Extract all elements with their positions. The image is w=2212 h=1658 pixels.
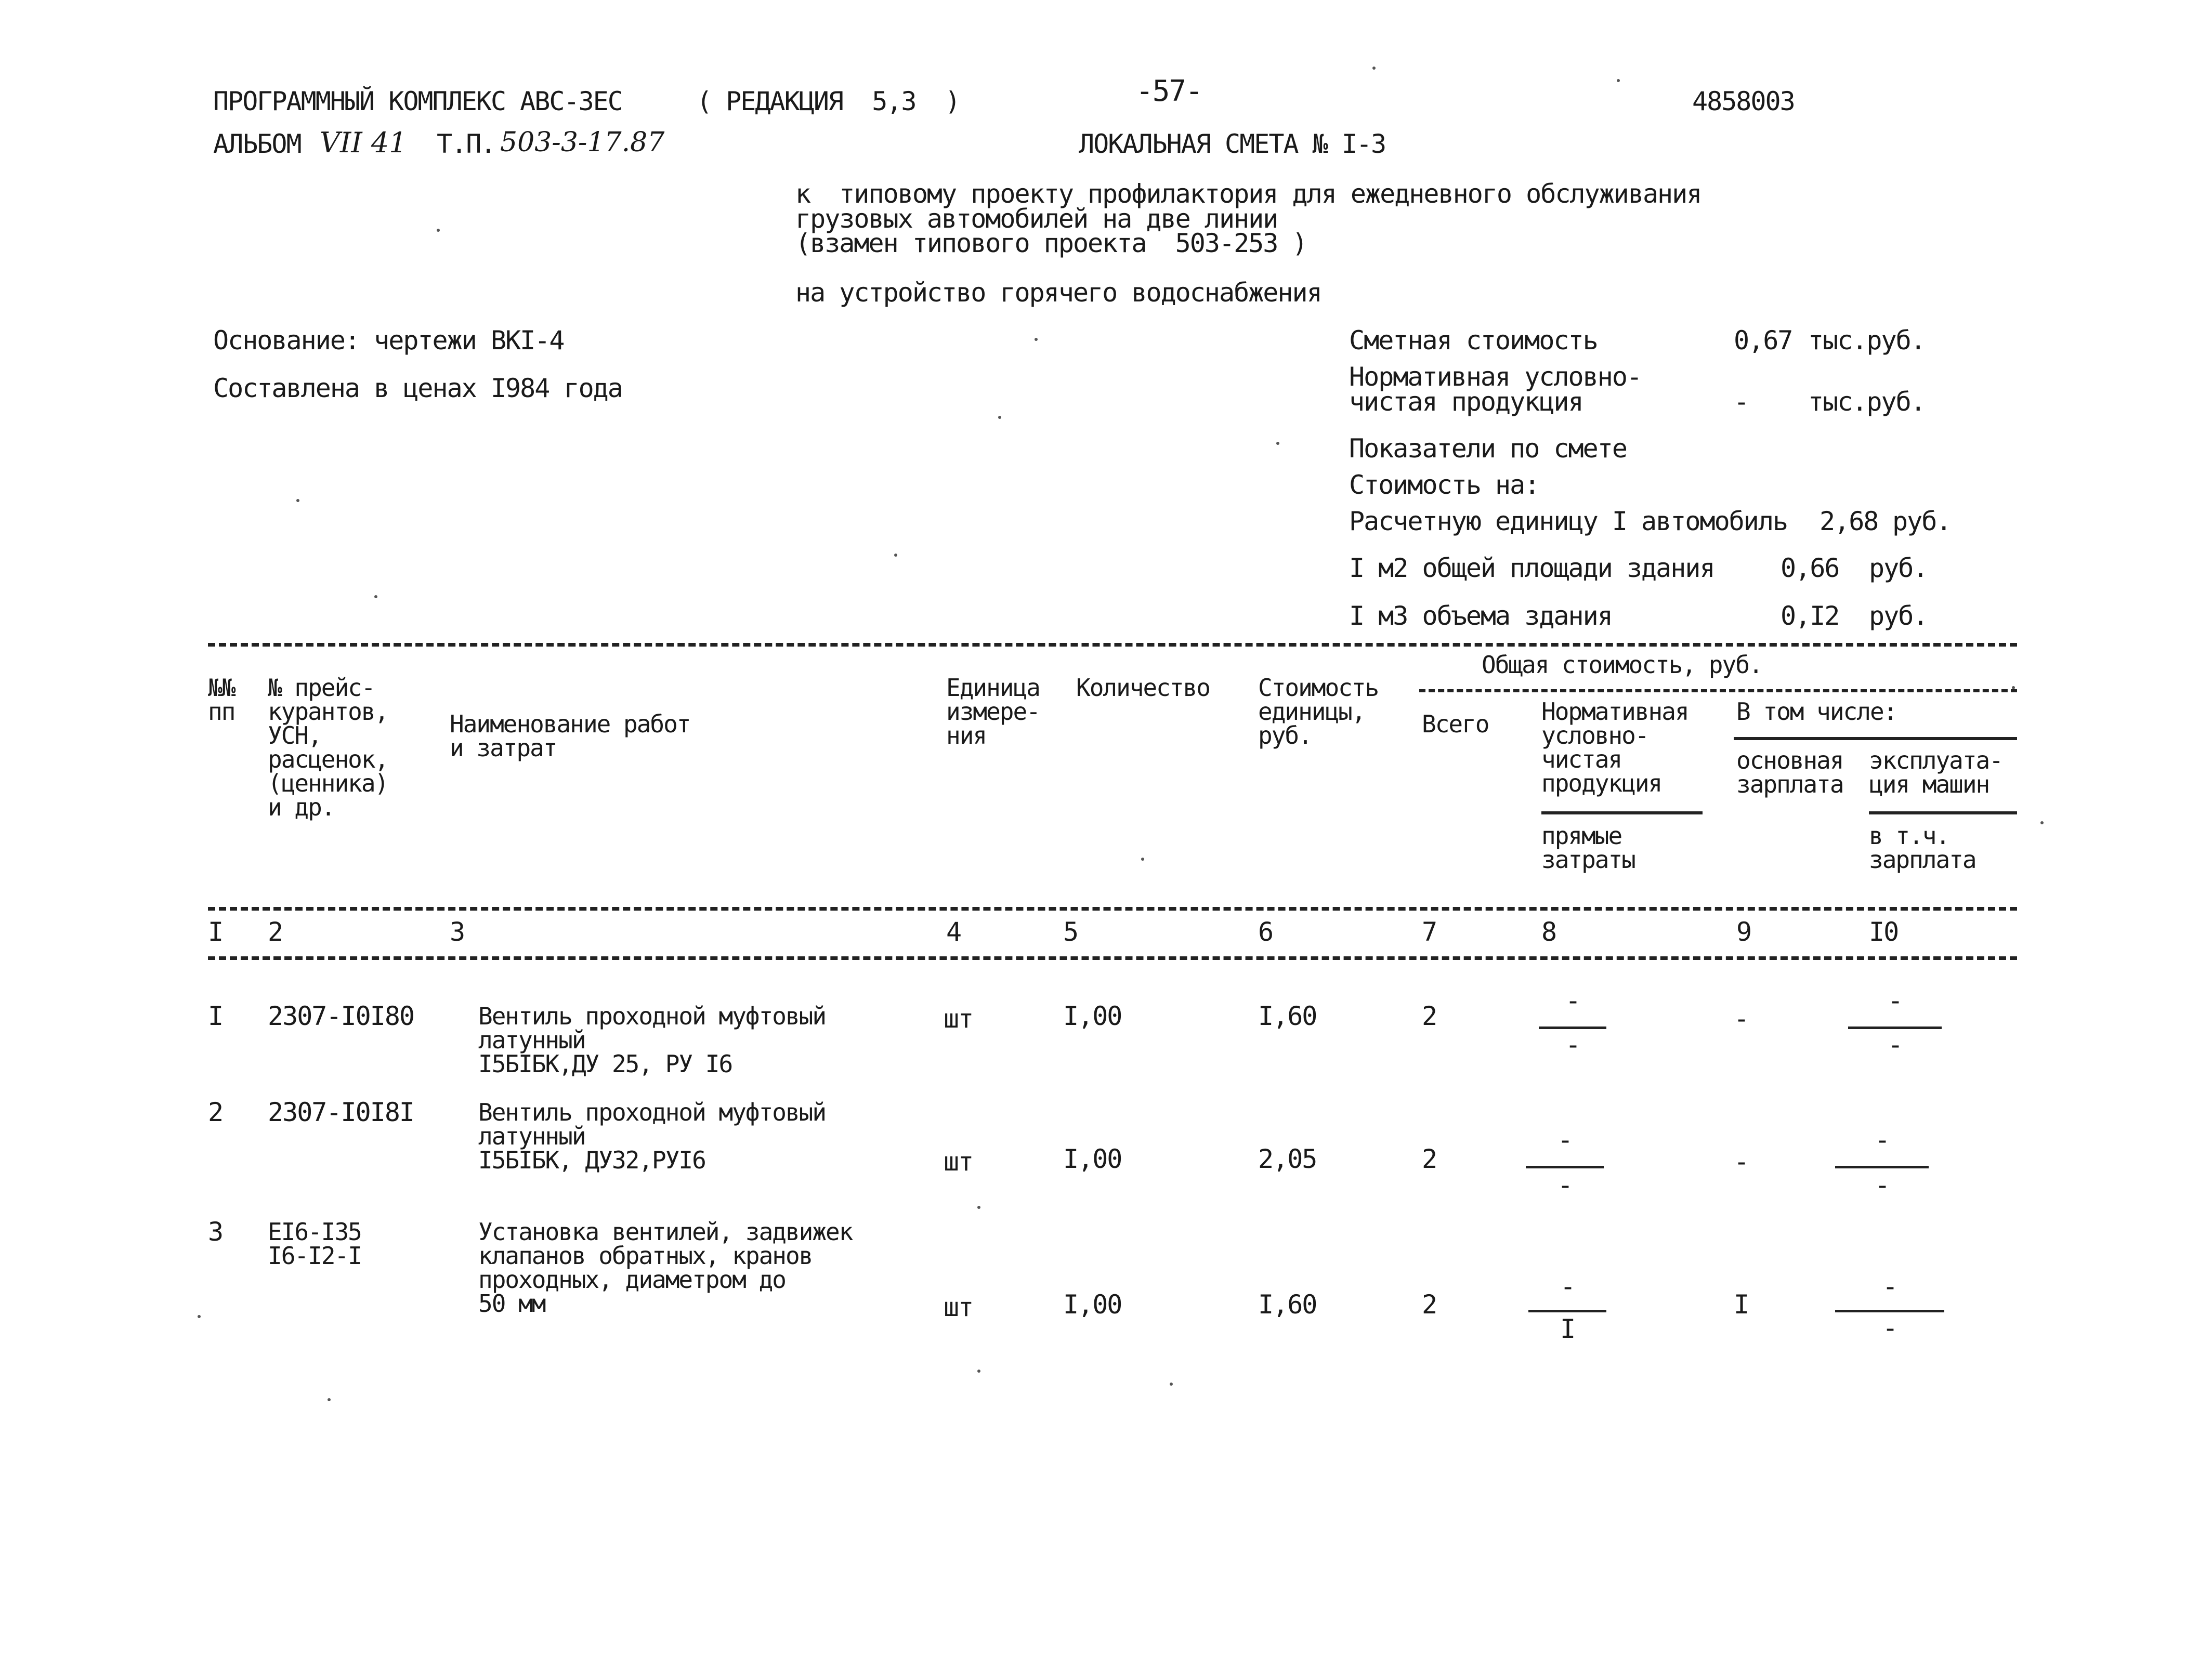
row-base-salary: I	[1734, 1289, 1749, 1320]
row-total: 2	[1422, 1144, 1437, 1174]
col-number: 7	[1422, 917, 1437, 947]
page-number: -57-	[1136, 74, 1202, 108]
row-machine-ops: -	[1882, 1271, 1897, 1301]
including-rule	[1734, 737, 2017, 740]
col-header-total-group: Общая стоимость, руб.	[1482, 651, 1762, 679]
estimate-cost-unit: тыс.руб.	[1808, 325, 1925, 356]
row-normative: -	[1565, 985, 1580, 1016]
indicators-heading: Показатели по смете	[1349, 433, 1627, 464]
row-unit-price: I,60	[1258, 1001, 1317, 1031]
estimate-cost-value: 0,67	[1734, 325, 1792, 356]
normative-label-1: Нормативная условно-	[1349, 362, 1642, 392]
scan-speck	[2012, 686, 2015, 689]
estimate-cost-label: Сметная стоимость	[1349, 325, 1598, 356]
scan-speck	[1372, 67, 1376, 70]
total-group-rule	[1419, 689, 2017, 692]
row-machine-salary: -	[1887, 1030, 1903, 1060]
per-m3-label: I м3 объема здания	[1349, 601, 1612, 631]
normative-value: -	[1734, 387, 1749, 417]
scan-speck	[1035, 338, 1038, 341]
row-direct-costs: I	[1560, 1314, 1575, 1344]
per-m3-value: 0,I2	[1781, 601, 1839, 631]
scan-speck	[977, 1370, 980, 1373]
document-code: 4858003	[1692, 86, 1795, 116]
row-unit: шт	[944, 1292, 973, 1322]
col-header-including: В том числе:	[1736, 698, 1897, 726]
subject-line-2: грузовых автомобилей на две линии	[795, 204, 1278, 234]
row-normative-fraction-bar	[1526, 1166, 1604, 1168]
cost-per-heading: Стоимость на:	[1349, 470, 1539, 500]
album-number: VII 41	[320, 126, 407, 159]
row-code: 2307-I0I80	[268, 1001, 414, 1031]
row-name: Вентиль проходной муфтовый латунный I5БIБК,ДУ 25, РУ I6	[478, 1002, 826, 1078]
tp-number: 503-3-17.87	[500, 127, 665, 158]
scan-speck	[328, 1398, 331, 1401]
col8-split-rule	[1541, 811, 1703, 814]
col-number: I	[208, 917, 223, 947]
row-normative-fraction-bar	[1539, 1027, 1606, 1029]
row-total: 2	[1422, 1001, 1437, 1031]
per-m2-value: 0,66	[1781, 553, 1839, 583]
per-unit-label: Расчетную единицу I автомобиль	[1349, 506, 1788, 536]
album-label: АЛЬБОМ	[213, 129, 301, 159]
row-direct-costs: -	[1565, 1030, 1580, 1060]
row-normative: -	[1560, 1271, 1575, 1301]
col-number: 5	[1063, 917, 1078, 947]
row-normative: -	[1557, 1125, 1573, 1155]
col-header-name: Наименование работ и затрат	[450, 710, 690, 762]
row-quantity: I,00	[1063, 1144, 1122, 1174]
col-header-pricelist: № прейс- курантов, УСН, расценок, (ценника) и др.	[268, 674, 388, 821]
per-unit-unit: руб.	[1892, 506, 1951, 536]
scan-speck	[1141, 858, 1144, 861]
row-machine-ops: -	[1887, 985, 1903, 1016]
row-number: I	[208, 1001, 223, 1031]
scan-speck	[374, 595, 377, 598]
row-machine-fraction-bar	[1848, 1027, 1942, 1029]
col-header-quantity: Количество	[1076, 674, 1210, 702]
row-normative-fraction-bar	[1528, 1310, 1606, 1312]
col-header-unit: Единица измере- ния	[946, 674, 1040, 749]
col-number: 8	[1541, 917, 1556, 947]
row-base-salary: -	[1734, 1004, 1749, 1034]
row-quantity: I,00	[1063, 1289, 1122, 1320]
row-code: 2307-I0I8I	[268, 1097, 414, 1127]
normative-label-2: чистая продукция	[1349, 387, 1583, 417]
scan-speck	[1276, 442, 1279, 445]
basis-drawings: Основание: чертежи ВКI-4	[213, 325, 564, 356]
per-m3-unit: руб.	[1869, 601, 1928, 631]
row-unit: шт	[944, 1147, 973, 1177]
scan-speck	[437, 229, 440, 232]
scan-speck	[198, 1315, 201, 1318]
col-header-direct-costs: прямые затраты	[1541, 822, 1635, 874]
scan-speck	[894, 554, 897, 557]
row-unit-price: 2,05	[1258, 1144, 1317, 1174]
scan-speck	[2040, 821, 2044, 824]
row-quantity: I,00	[1063, 1001, 1122, 1031]
row-machine-ops: -	[1874, 1125, 1890, 1155]
scan-speck	[1617, 79, 1620, 82]
edition: ( РЕДАКЦИЯ 5,3 )	[697, 86, 960, 116]
row-machine-fraction-bar	[1835, 1166, 1929, 1168]
column-numbers-rule	[208, 956, 2017, 960]
col-header-unit-cost: Стоимость единицы, руб.	[1258, 674, 1379, 749]
scan-speck	[1170, 1383, 1173, 1386]
basis-prices: Составлена в ценах I984 года	[213, 373, 622, 403]
row-machine-salary: -	[1882, 1313, 1897, 1343]
subject-line-4: на устройство горячего водоснабжения	[795, 278, 1321, 308]
row-name: Установка вентилей, задвижек клапанов обратных, кранов проходных, диаметром до 50 мм	[478, 1218, 853, 1318]
col-number: 6	[1258, 917, 1273, 947]
row-machine-salary: -	[1874, 1170, 1890, 1200]
scan-speck	[977, 1206, 980, 1209]
col-header-machine-ops: эксплуата- ция машин	[1869, 746, 2002, 798]
col-number: 9	[1736, 917, 1751, 947]
col10-split-rule	[1869, 811, 2017, 814]
row-direct-costs: -	[1557, 1170, 1573, 1200]
normative-unit: тыс.руб.	[1808, 387, 1925, 417]
col-number: 2	[268, 917, 283, 947]
row-code: ЕI6-I35 I6-I2-I	[268, 1218, 361, 1270]
row-total: 2	[1422, 1289, 1437, 1320]
tp-label: Т.П.	[437, 129, 495, 159]
per-m2-unit: руб.	[1869, 553, 1928, 583]
scan-speck	[998, 416, 1001, 419]
col-header-base-salary: основная зарплата	[1736, 746, 1843, 798]
row-base-salary: -	[1734, 1147, 1749, 1177]
subject-line-1: к типовому проекту профилактория для ежедневного обслуживания	[795, 179, 1701, 209]
row-name: Вентиль проходной муфтовый латунный I5БIБК, ДУ32,РУI6	[478, 1098, 826, 1174]
col-number: I0	[1869, 917, 1899, 947]
col-header-number: №№ пп	[208, 674, 235, 726]
program-name: ПРОГРАММНЫЙ КОМПЛЕКС АВС-ЗЕС	[213, 86, 622, 116]
subject-line-3: (взамен типового проекта 503-253 )	[795, 228, 1307, 258]
scan-speck	[296, 499, 299, 502]
col-number: 4	[946, 917, 961, 947]
row-machine-fraction-bar	[1835, 1310, 1944, 1312]
per-unit-value: 2,68	[1820, 506, 1878, 536]
row-number: 2	[208, 1097, 223, 1127]
col-number: 3	[450, 917, 465, 947]
row-number: 3	[208, 1217, 223, 1247]
per-m2-label: I м2 общей площади здания	[1349, 553, 1714, 583]
col-header-incl-salary: в т.ч. зарплата	[1869, 822, 1976, 874]
row-unit: шт	[944, 1004, 973, 1034]
row-unit-price: I,60	[1258, 1289, 1317, 1320]
table-header-bottom-rule	[208, 907, 2017, 911]
col-header-normative: Нормативная условно- чистая продукция	[1541, 698, 1689, 797]
col-header-total: Всего	[1422, 710, 1489, 738]
table-top-rule	[208, 643, 2017, 647]
estimate-title: ЛОКАЛЬНАЯ СМЕТА № I-3	[1079, 129, 1386, 159]
